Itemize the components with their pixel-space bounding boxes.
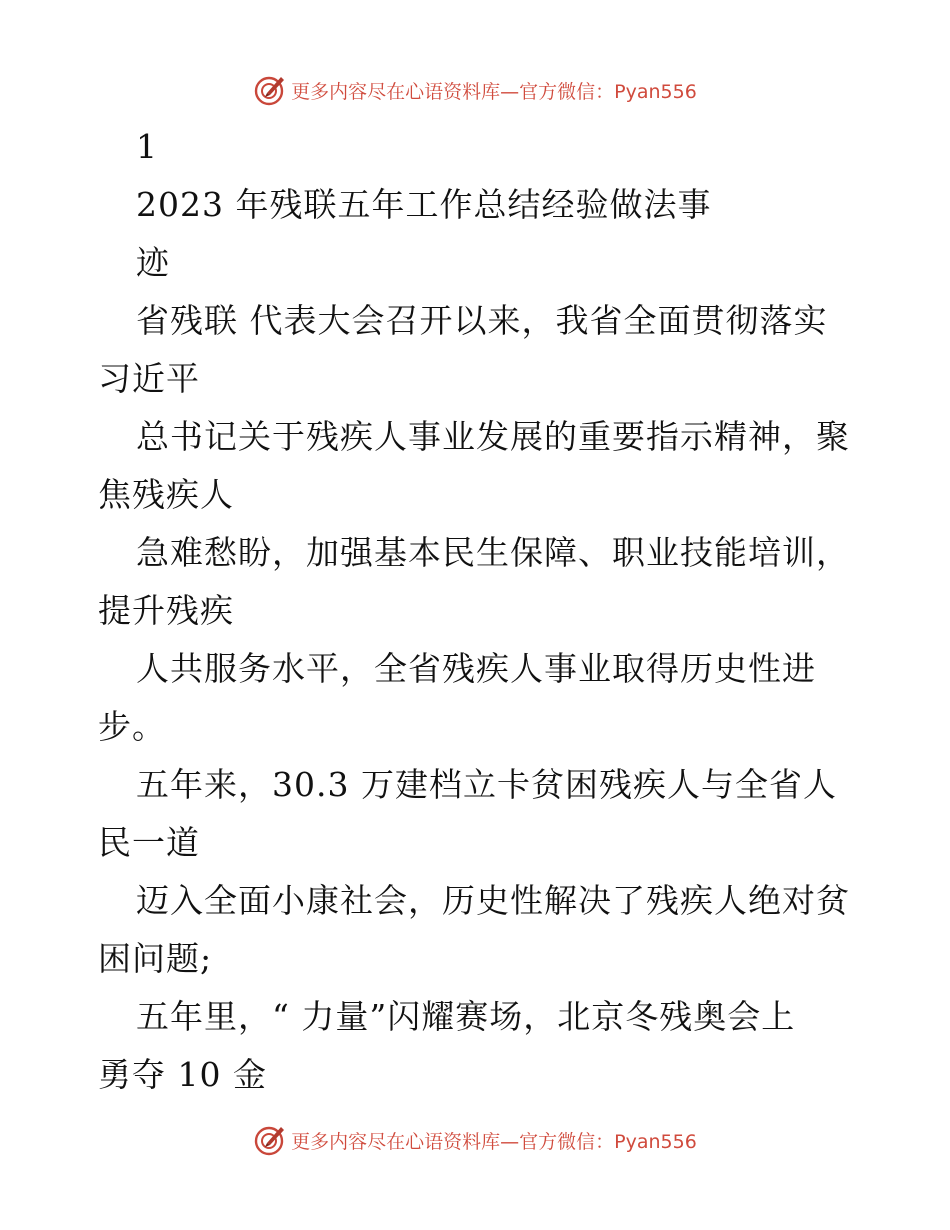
paragraph-line: 勇夺 10 金 xyxy=(98,1055,267,1094)
paragraph-line: 总书记关于残疾人事业发展的重要指示精神，聚 xyxy=(136,417,850,456)
paragraph-line: 焦残疾人 xyxy=(98,475,234,514)
header-banner xyxy=(0,70,950,110)
paragraph-line: 五年里，“ 力量”闪耀赛场，北京冬残奥会上 xyxy=(136,997,796,1036)
paragraph-line: 步。 xyxy=(98,707,166,746)
header-banner-text: 更多内容尽在心语资料库—官方微信：Pyan556 xyxy=(291,80,697,103)
paragraph-line: 急难愁盼，加强基本民生保障、职业技能培训， xyxy=(136,533,850,572)
pen-logo-icon xyxy=(253,1123,287,1157)
paragraph-line: 迈入全面小康社会，历史性解决了残疾人绝对贫 xyxy=(136,881,850,920)
document-title: 2023 年残联五年工作总结经验做法事 xyxy=(136,185,712,224)
footer-banner xyxy=(0,1120,950,1160)
document-title-continued: 迹 xyxy=(136,243,170,282)
paragraph-line: 省残联 代表大会召开以来，我省全面贯彻落实 xyxy=(136,301,828,340)
paragraph-line: 习近平 xyxy=(98,359,200,398)
paragraph-line: 提升残疾 xyxy=(98,591,234,630)
paragraph-line: 困问题; xyxy=(98,939,213,978)
page-number: 1 xyxy=(136,127,158,166)
paragraph-line: 人共服务水平，全省残疾人事业取得历史性进 xyxy=(136,649,816,688)
paragraph-line: 民一道 xyxy=(98,823,200,862)
footer-banner-text: 更多内容尽在心语资料库—官方微信：Pyan556 xyxy=(291,1130,697,1153)
paragraph-line: 五年来，30.3 万建档立卡贫困残疾人与全省人 xyxy=(136,765,837,804)
pen-logo-icon xyxy=(253,73,287,107)
